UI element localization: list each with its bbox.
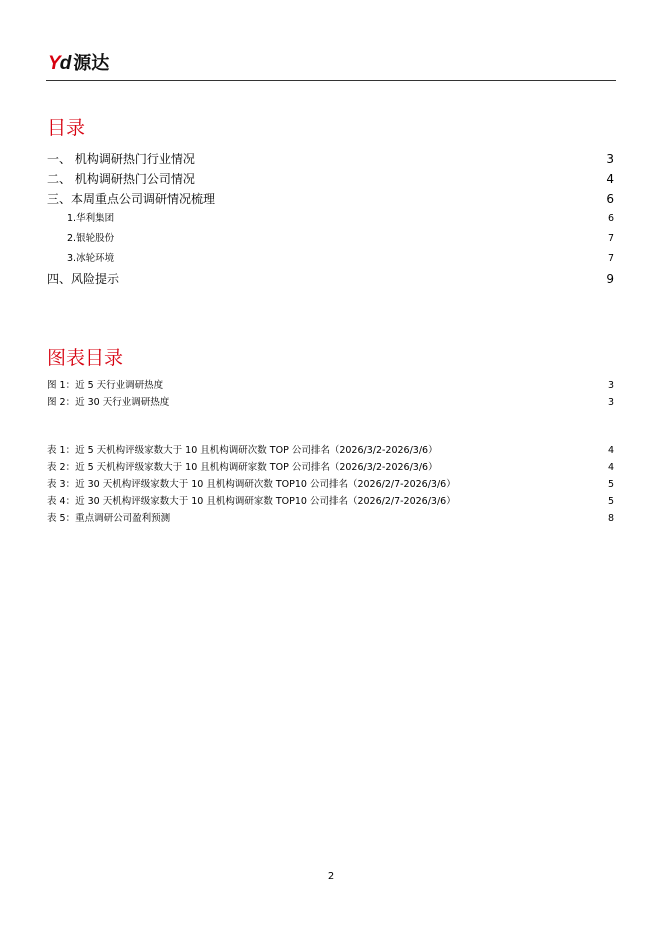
chart-item-label: 图 1：近 5 天行业调研热度 (47, 380, 164, 391)
toc-subitem[interactable] (47, 249, 614, 269)
table-item-page: 4 (607, 462, 614, 473)
header-divider (46, 80, 616, 81)
report-header (48, 52, 109, 76)
table-item[interactable] (47, 476, 614, 493)
brand-name: 源达 (73, 53, 110, 74)
logo-mark: Yd (48, 53, 71, 74)
toc-item[interactable] (47, 189, 614, 209)
chart-item-page: 3 (607, 380, 614, 391)
toc-item-page: 3 (606, 152, 614, 166)
toc-item-label: 3.冰轮环境 (67, 253, 115, 264)
toc-item[interactable] (47, 149, 614, 169)
chart-item-page: 3 (607, 397, 614, 408)
figures-title: 图表目录 (47, 347, 124, 369)
toc-subitem[interactable] (47, 209, 614, 229)
toc-item-page: 4 (606, 172, 614, 186)
chart-list (47, 377, 614, 411)
toc-item-page: 6 (606, 192, 614, 206)
page-number: 2 (327, 871, 335, 882)
toc-title: 目录 (47, 117, 86, 139)
table-item-page: 5 (607, 479, 614, 490)
table-item-label: 表 4：近 30 天机构评级家数大于 10 且机构调研家数 TOP10 公司排名（2026/2/7-2026/3/6） (47, 496, 456, 507)
toc-item-label: 二、 机构调研热门公司情况 (47, 172, 195, 186)
table-item-label: 表 5：重点调研公司盈利预测 (47, 513, 171, 524)
chart-item[interactable] (47, 394, 614, 411)
toc-item-page: 9 (606, 272, 614, 286)
toc-item-label: 三、本周重点公司调研情况梳理 (47, 192, 216, 206)
toc-item[interactable] (47, 269, 614, 289)
toc-item-page: 6 (607, 213, 614, 224)
table-item-page: 5 (607, 496, 614, 507)
table-item-page: 4 (607, 445, 614, 456)
toc-item[interactable] (47, 169, 614, 189)
toc-item-label: 1.华利集团 (67, 213, 115, 224)
table-item[interactable] (47, 442, 614, 459)
toc-item-label: 一、 机构调研热门行业情况 (47, 152, 195, 166)
table-item[interactable] (47, 510, 614, 527)
table-item-label: 表 1：近 5 天机构评级家数大于 10 且机构调研次数 TOP 公司排名（2026/3/2-2026/3/6） (47, 445, 438, 456)
table-item-label: 表 3：近 30 天机构评级家数大于 10 且机构调研次数 TOP10 公司排名（2026/2/7-2026/3/6） (47, 479, 456, 490)
table-item[interactable] (47, 459, 614, 476)
chart-item[interactable] (47, 377, 614, 394)
toc-item-page: 7 (607, 253, 614, 264)
table-item-page: 8 (607, 513, 614, 524)
table-item-label: 表 2：近 5 天机构评级家数大于 10 且机构调研家数 TOP 公司排名（2026/3/2-2026/3/6） (47, 462, 438, 473)
toc-item-page: 7 (607, 233, 614, 244)
toc-subitem[interactable] (47, 229, 614, 249)
table-list (47, 442, 614, 527)
toc-list (47, 149, 614, 289)
chart-item-label: 图 2：近 30 天行业调研热度 (47, 397, 170, 408)
toc-item-label: 四、风险提示 (47, 272, 120, 286)
table-item[interactable] (47, 493, 614, 510)
toc-item-label: 2.银轮股份 (67, 233, 115, 244)
